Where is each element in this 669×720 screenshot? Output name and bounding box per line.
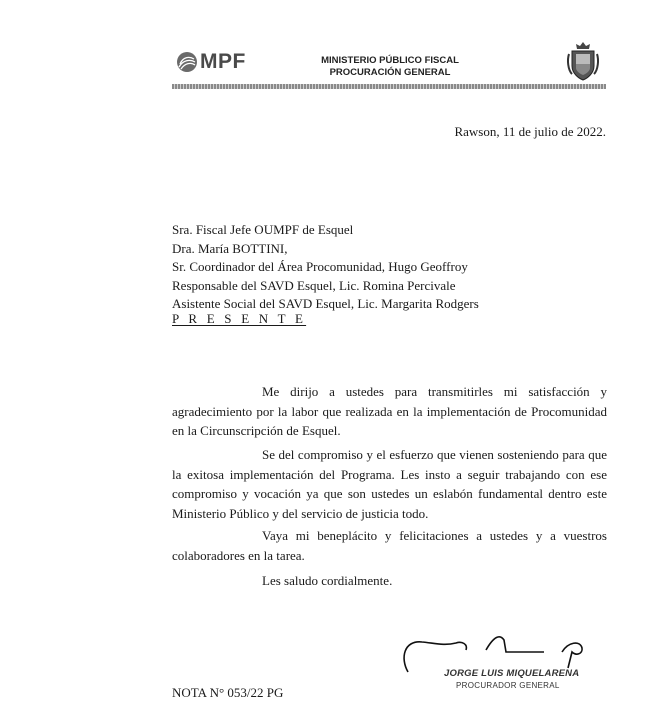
- paragraph-text: Se del compromiso y el esfuerzo que vienen sosteniendo para que la exitosa implementación del Programa. Les insto a seguir trabajando con ese compromiso y vocación ya que son ustedes un eslabón fundamental dentro este Ministerio Público y del servicio de justicia todo.: [172, 447, 607, 521]
- logo-text: MPF: [200, 50, 246, 73]
- recipient-line: Responsable del SAVD Esquel, Lic. Romina Percivale: [172, 277, 456, 293]
- signatory-role: PROCURADOR GENERAL: [456, 681, 560, 690]
- body-paragraph: [172, 382, 607, 441]
- mpf-logo: [176, 49, 246, 75]
- recipient-line: Dra. María BOTTINI,: [172, 240, 288, 256]
- header-divider: [172, 84, 606, 89]
- body-paragraph: [172, 526, 607, 565]
- paragraph-text: Vaya mi beneplácito y felicitaciones a ustedes y a vuestros colaboradores en la tarea.: [172, 528, 607, 563]
- header-line-1: MINISTERIO PÚBLICO FISCAL: [321, 55, 459, 66]
- presente-heading: P R E S E N T E: [172, 311, 307, 326]
- header-line-2: PROCURACIÓN GENERAL: [329, 67, 451, 78]
- recipient-line: Sra. Fiscal Jefe OUMPF de Esquel: [172, 222, 354, 237]
- header-institution: [310, 55, 470, 79]
- signatory-name: JORGE LUIS MIQUELARENA: [444, 668, 580, 679]
- closing-line: Les saludo cordialmente.: [262, 573, 393, 588]
- paragraph-text: Me dirijo a ustedes para transmitirles mi satisfacción y agradecimiento por la labor que realizada en la implementación de Procomunidad en la Circunscripción de Esquel.: [172, 384, 607, 438]
- recipient-line: Sr. Coordinador del Área Procomunidad, Hugo Geoffroy: [172, 259, 468, 274]
- letter-date: Rawson, 11 de julio de 2022.: [454, 124, 606, 139]
- provincial-coat-of-arms-icon: [566, 40, 600, 87]
- body-paragraph: [172, 445, 607, 523]
- mpf-swirl-icon: [176, 51, 198, 73]
- recipient-line: Asistente Social del SAVD Esquel, Lic. Margarita Rodgers: [172, 296, 479, 311]
- note-reference: NOTA N° 053/22 PG: [172, 685, 284, 700]
